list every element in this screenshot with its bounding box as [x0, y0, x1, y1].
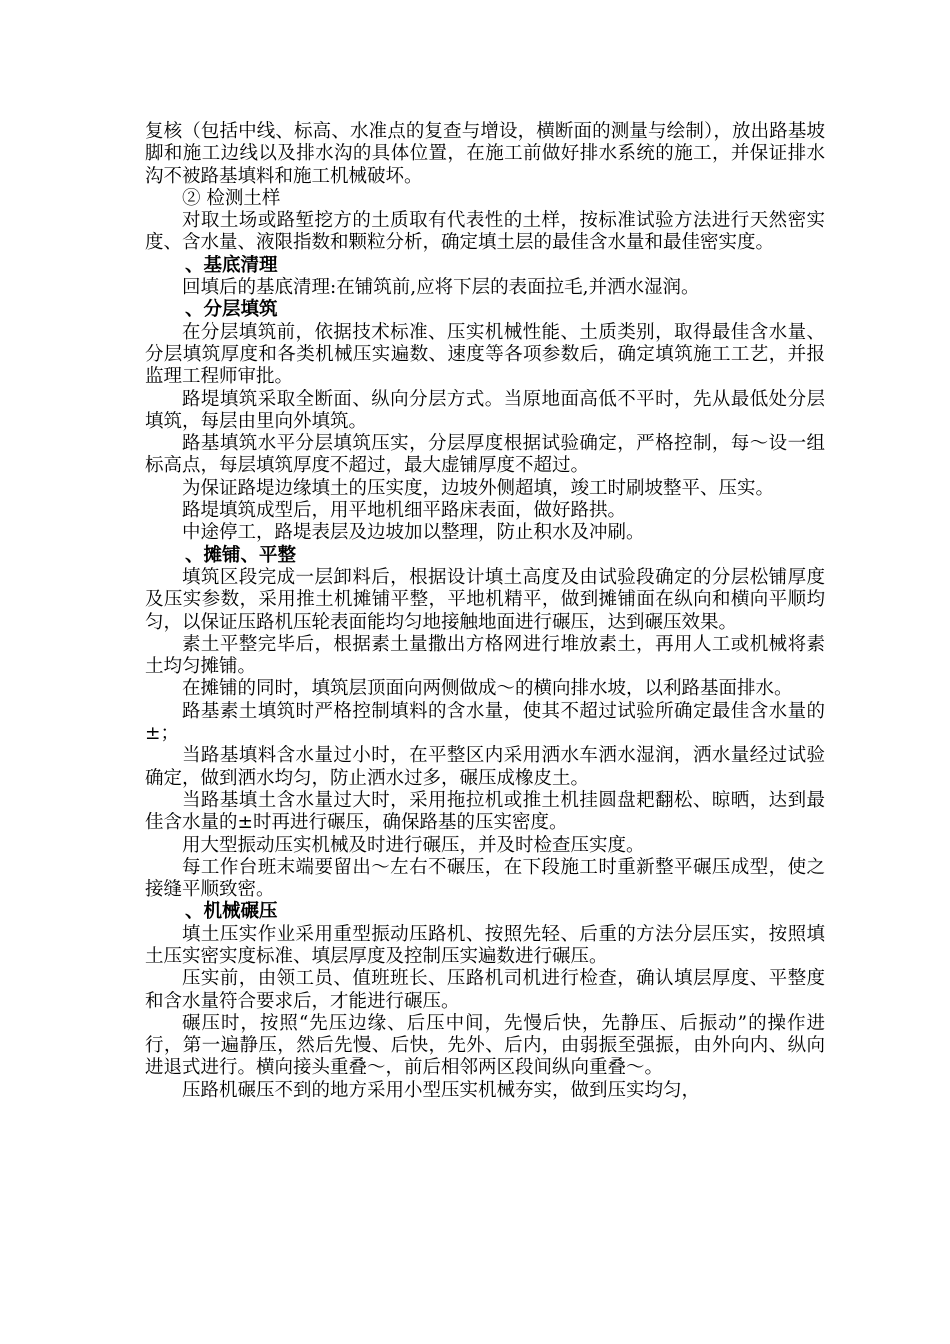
paragraph: 回填后的基底清理:在铺筑前,应将下层的表面拉毛,并洒水湿润。: [182, 277, 700, 299]
paragraph: 复核（包括中线、标高、水准点的复查与增设，横断面的测量与绘制），放出路基坡脚和施工边线以及排水沟的具体位置，在施工前做好排水系统的施工，并保证排水沟不被路基填料和施工机械破坏。: [145, 121, 825, 187]
paragraph: 在分层填筑前，依据技术标准、压实机械性能、土质类别，取得最佳含水量、分层填筑厚度和各类机械压实遍数、速度等各项参数后，确定填筑施工工艺，并报监理工程师审批。: [145, 321, 825, 388]
paragraph: 中途停工，路堤表层及边坡加以整理，防止积水及冲刷。: [182, 522, 645, 544]
paragraph: 在摊铺的同时，填筑层顶面向两侧做成～的横向排水坡，以利路基面排水。: [182, 678, 793, 700]
paragraph: 当路基填土含水量过大时，采用拖拉机或推土机挂圆盘耙翻松、晾晒，达到最佳含水量的±时再进行碾压，确保路基的压实密度。: [145, 789, 825, 834]
section-heading: 、摊铺、平整: [185, 544, 297, 566]
section-heading: 、基底清理: [185, 254, 278, 276]
document-body: [145, 121, 825, 1102]
paragraph: 对取土场或路堑挖方的土质取有代表性的土样，按标准试验方法进行天然密实度、含水量、液限指数和颗粒分析，确定填土层的最佳含水量和最佳密实度。: [145, 210, 825, 254]
paragraph: 填筑区段完成一层卸料后，根据设计填土高度及由试验段确定的分层松铺厚度及压实参数，采用推土机摊铺平整，平地机精平，做到摊铺面在纵向和横向平顺均匀，以保证压路机压轮表面能均匀地接触地面进行碾压，达到碾压效果。: [145, 566, 825, 633]
paragraph: 用大型振动压实机械及时进行碾压，并及时检查压实度。: [182, 834, 645, 856]
paragraph: 碾压时，按照“先压边缘、后压中间，先慢后快，先静压、后振动”的操作进行，第一遍静压，然后先慢、后快，先外、后内，由弱振至强振，由外向内、纵向进退式进行。横向接头重叠～，前后相邻两区段间纵向重叠～。: [145, 1012, 825, 1079]
paragraph: 压路机碾压不到的地方采用小型压实机械夯实，做到压实均匀，: [182, 1079, 701, 1101]
paragraph: 路堤填筑成型后，用平地机细平路床表面，做好路拱。: [182, 500, 627, 522]
section-heading: 、机械碾压: [185, 901, 278, 923]
subheading-soil-sample: ② 检测土样: [182, 187, 281, 209]
paragraph: 路堤填筑采取全断面、纵向分层方式。当原地面高低不平时，先从最低处分层填筑，每层由里向外填筑。: [145, 388, 825, 432]
paragraph: 每工作台班末端要留出～左右不碾压，在下段施工时重新整平碾压成型，使之接缝平顺致密。: [145, 856, 825, 901]
section-heading: 、分层填筑: [185, 299, 278, 321]
paragraph: 压实前，由领工员、值班班长、压路机司机进行检查，确认填层厚度、平整度和含水量符合要求后，才能进行碾压。: [145, 968, 825, 1012]
paragraph: 路基填筑水平分层填筑压实，分层厚度根据试验确定，严格控制，每～设一组标高点，每层填筑厚度不超过，最大虚铺厚度不超过。: [145, 433, 825, 477]
paragraph: 为保证路堤边缘填土的压实度，边坡外侧超填，竣工时刷坡整平、压实。: [182, 477, 775, 499]
paragraph: 路基素土填筑时严格控制填料的含水量，使其不超过试验所确定最佳含水量的±；: [145, 700, 825, 745]
paragraph: 当路基填料含水量过小时，在平整区内采用洒水车洒水湿润，洒水量经过试验确定，做到洒水均匀，防止洒水过多，碾压成橡皮土。: [145, 745, 825, 789]
paragraph: 素土平整完毕后，根据素土量撒出方格网进行堆放素土，再用人工或机械将素土均匀摊铺。: [145, 633, 825, 678]
paragraph: 填土压实作业采用重型振动压路机、按照先轻、后重的方法分层压实，按照填土压实密实度标准、填层厚度及控制压实遍数进行碾压。: [145, 923, 825, 967]
